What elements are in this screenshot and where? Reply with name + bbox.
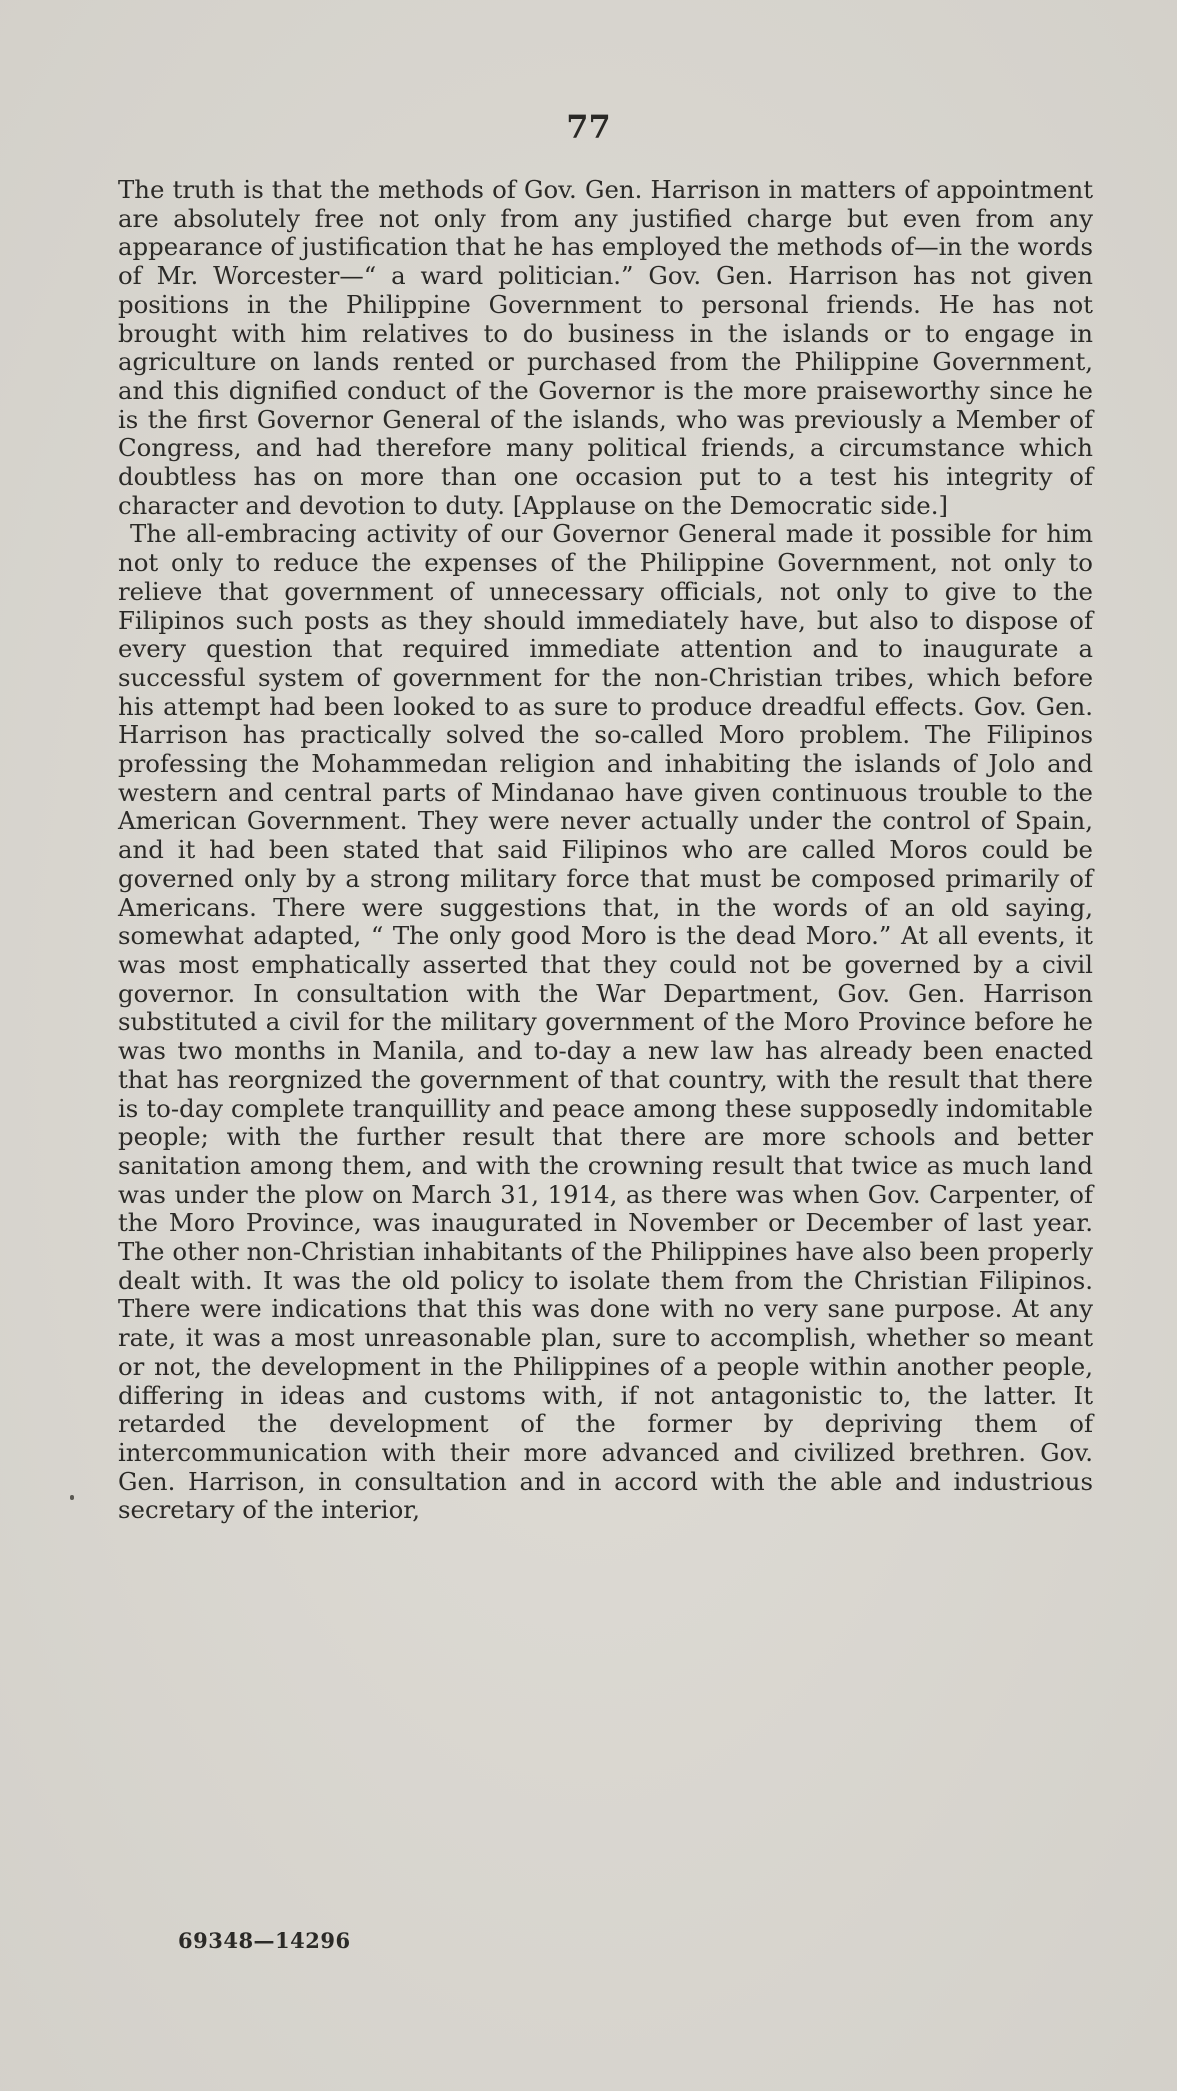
body-text [118,176,1093,1525]
margin-mark [70,1495,74,1500]
paragraph-2: The all-embracing activity of our Governor General made it possible for him not only to reduce the expenses of the Philippine Government, not only to relieve that government of unnecessary officials, not only to give to the Filipinos such posts as they should immediately have, but also to dispose of every question that required immediate attention and to inaugurate a successful system of government for the non-Christian tribes, which before his attempt had been looked to as sure to produce dreadful effects. Gov. Gen. Harrison has practically solved the so-called Moro problem. The Filipinos professing the Mohammedan religion and inhabiting the islands of Jolo and western and central parts of Mindanao have given continuous trouble to the American Government. They were never actually under the control of Spain, and it had been stated that said Filipinos who are called Moros could be governed only by a strong military force that must be composed primarily of Americans. There were suggestions that, in the words of an old saying, somewhat adapted, “ The only good Moro is the dead Moro.” At all events, it was most emphatically asserted that they could not be governed by a civil governor. In consultation with the War Department, Gov. Gen. Harrison substituted a civil for the military government of the Moro Province before he was two months in Manila, and to-day a new law has already been enacted that has reorgnized the government of that country, with the result that there is to-day complete tranquillity and peace among these supposedly indomitable people; with the further result that there are more schools and better sanitation among them, and with the crowning result that twice as much land was under the plow on March 31, 1914, as there was when Gov. Carpenter, of the Moro Province, was inaugurated in November or December of last year. The other non-Christian inhabitants of the Philippines have also been properly dealt with. It was the old policy to isolate them from the Christian Filipinos. There were indications that this was done with no very sane purpose. At any rate, it was a most unreasonable plan, sure to accomplish, whether so meant or not, the development in the Philippines of a people within another people, differing in ideas and customs with, if not antagonistic to, the latter. It retarded the development of the former by depriving them of intercommunication with their more advanced and civilized brethren. Gov. Gen. Harrison, in consultation and in accord with the able and industrious secretary of the interior, [118,519,1093,1525]
footer-print-code: 69348—14296 [178,1928,351,1953]
page-number: 77 [566,108,611,146]
paragraph-1: The truth is that the methods of Gov. Gen. Harrison in matters of appointment are absolutely free not only from any justified charge but even from any appearance of justification that he has employed the methods of—in the words of Mr. Worcester—“ a ward politician.” Gov. Gen. Harrison has not given positions in the Philippine Government to personal friends. He has not brought with him relatives to do business in the islands or to engage in agriculture on lands rented or purchased from the Philippine Government, and this dignified conduct of the Governor is the more praiseworthy since he is the first Governor General of the islands, who was previously a Member of Congress, and had therefore many political friends, a circumstance which doubtless has on more than one occasion put to a test his integrity of character and devotion to duty. [Applause on the Democratic side.] [118,175,1093,520]
